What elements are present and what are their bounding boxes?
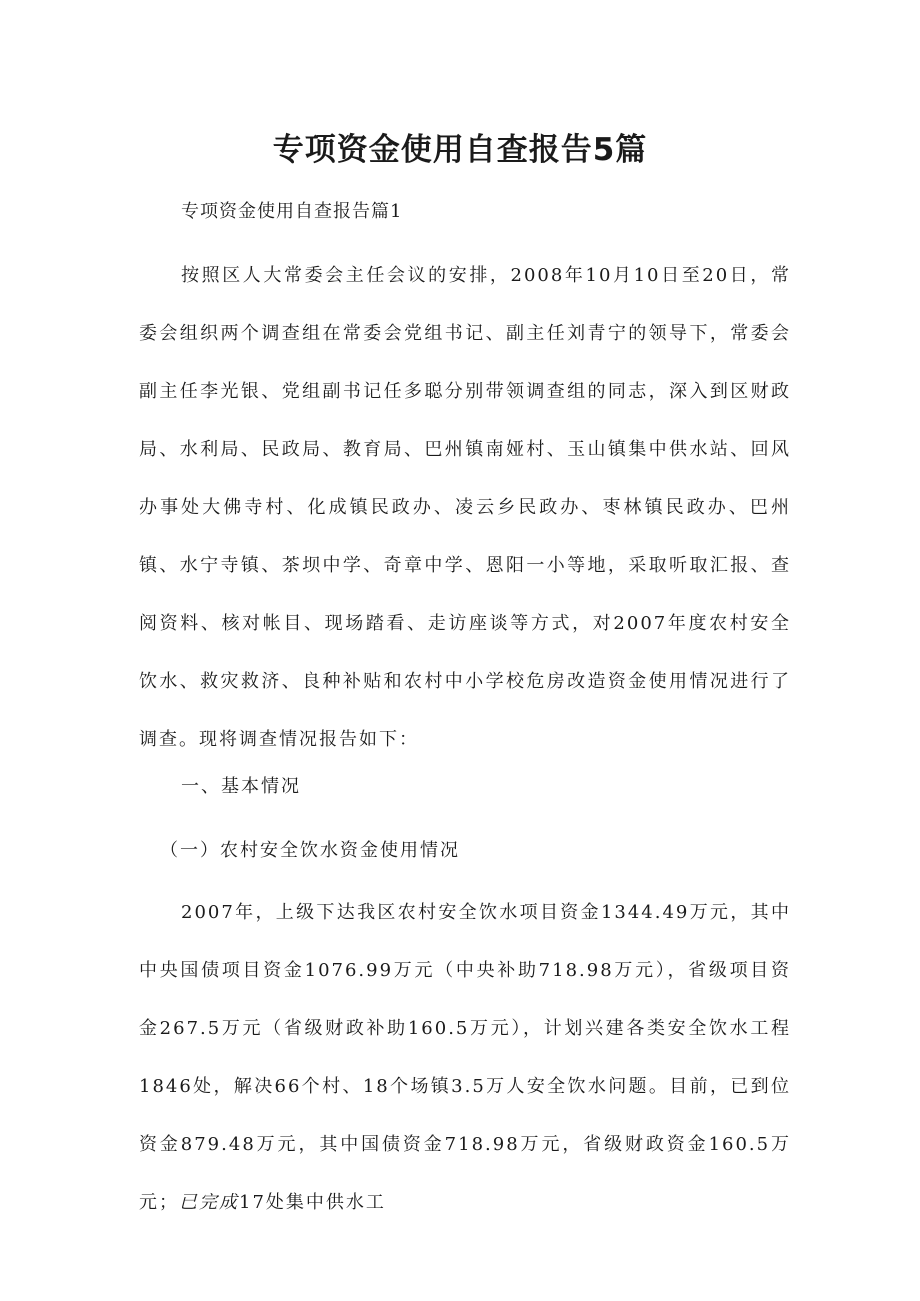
paragraph-drinking-water bbox=[139, 884, 791, 1213]
paragraph-drinking-water-tail: 17处集中供水工 bbox=[239, 1192, 386, 1213]
paragraph-drinking-water-italic: 已完成 bbox=[179, 1192, 239, 1213]
subsection-heading-drinking-water: （一）农村安全饮水资金使用情况 bbox=[160, 840, 460, 861]
document-subtitle: 专项资金使用自查报告篇1 bbox=[181, 201, 403, 222]
paragraph-intro: 按照区人大常委会主任会议的安排，2008年10月10日至20日，常委会组织两个调查组在常委会党组书记、副主任刘青宁的领导下，常委会副主任李光银、党组副书记任多聪分别带领调查组的同志，深入到区财政局、水利局、民政局、教育局、巴州镇南娅村、玉山镇集中供水站、回风办事处大佛寺村、化成镇民政办、凌云乡民政办、枣林镇民政办、巴州镇、水宁寺镇、茶坝中学、奇章中学、恩阳一小等地，采取听取汇报、查阅资料、核对帐目、现场踏看、走访座谈等方式，对2007年度农村安全饮水、救灾救济、良种补贴和农村中小学校危房改造资金使用情况进行了调查。现将调查情况报告如下： bbox=[139, 265, 791, 750]
paragraph-drinking-water-main: 2007年，上级下达我区农村安全饮水项目资金1344.49万元，其中中央国债项目资金1076.99万元（中央补助718.98万元），省级项目资金267.5万元（省级财政补助160.5万元），计划兴建各类安全饮水工程1846处，解决66个村、18个场镇3.5万人安全饮水问题。目前，已到位资金879.48万元，其中国债资金718.98万元，省级财政资金160.5万元； bbox=[139, 902, 791, 1213]
section-heading-basic-situation: 一、基本情况 bbox=[181, 776, 301, 797]
document-title: 专项资金使用自查报告5篇 bbox=[272, 132, 648, 168]
